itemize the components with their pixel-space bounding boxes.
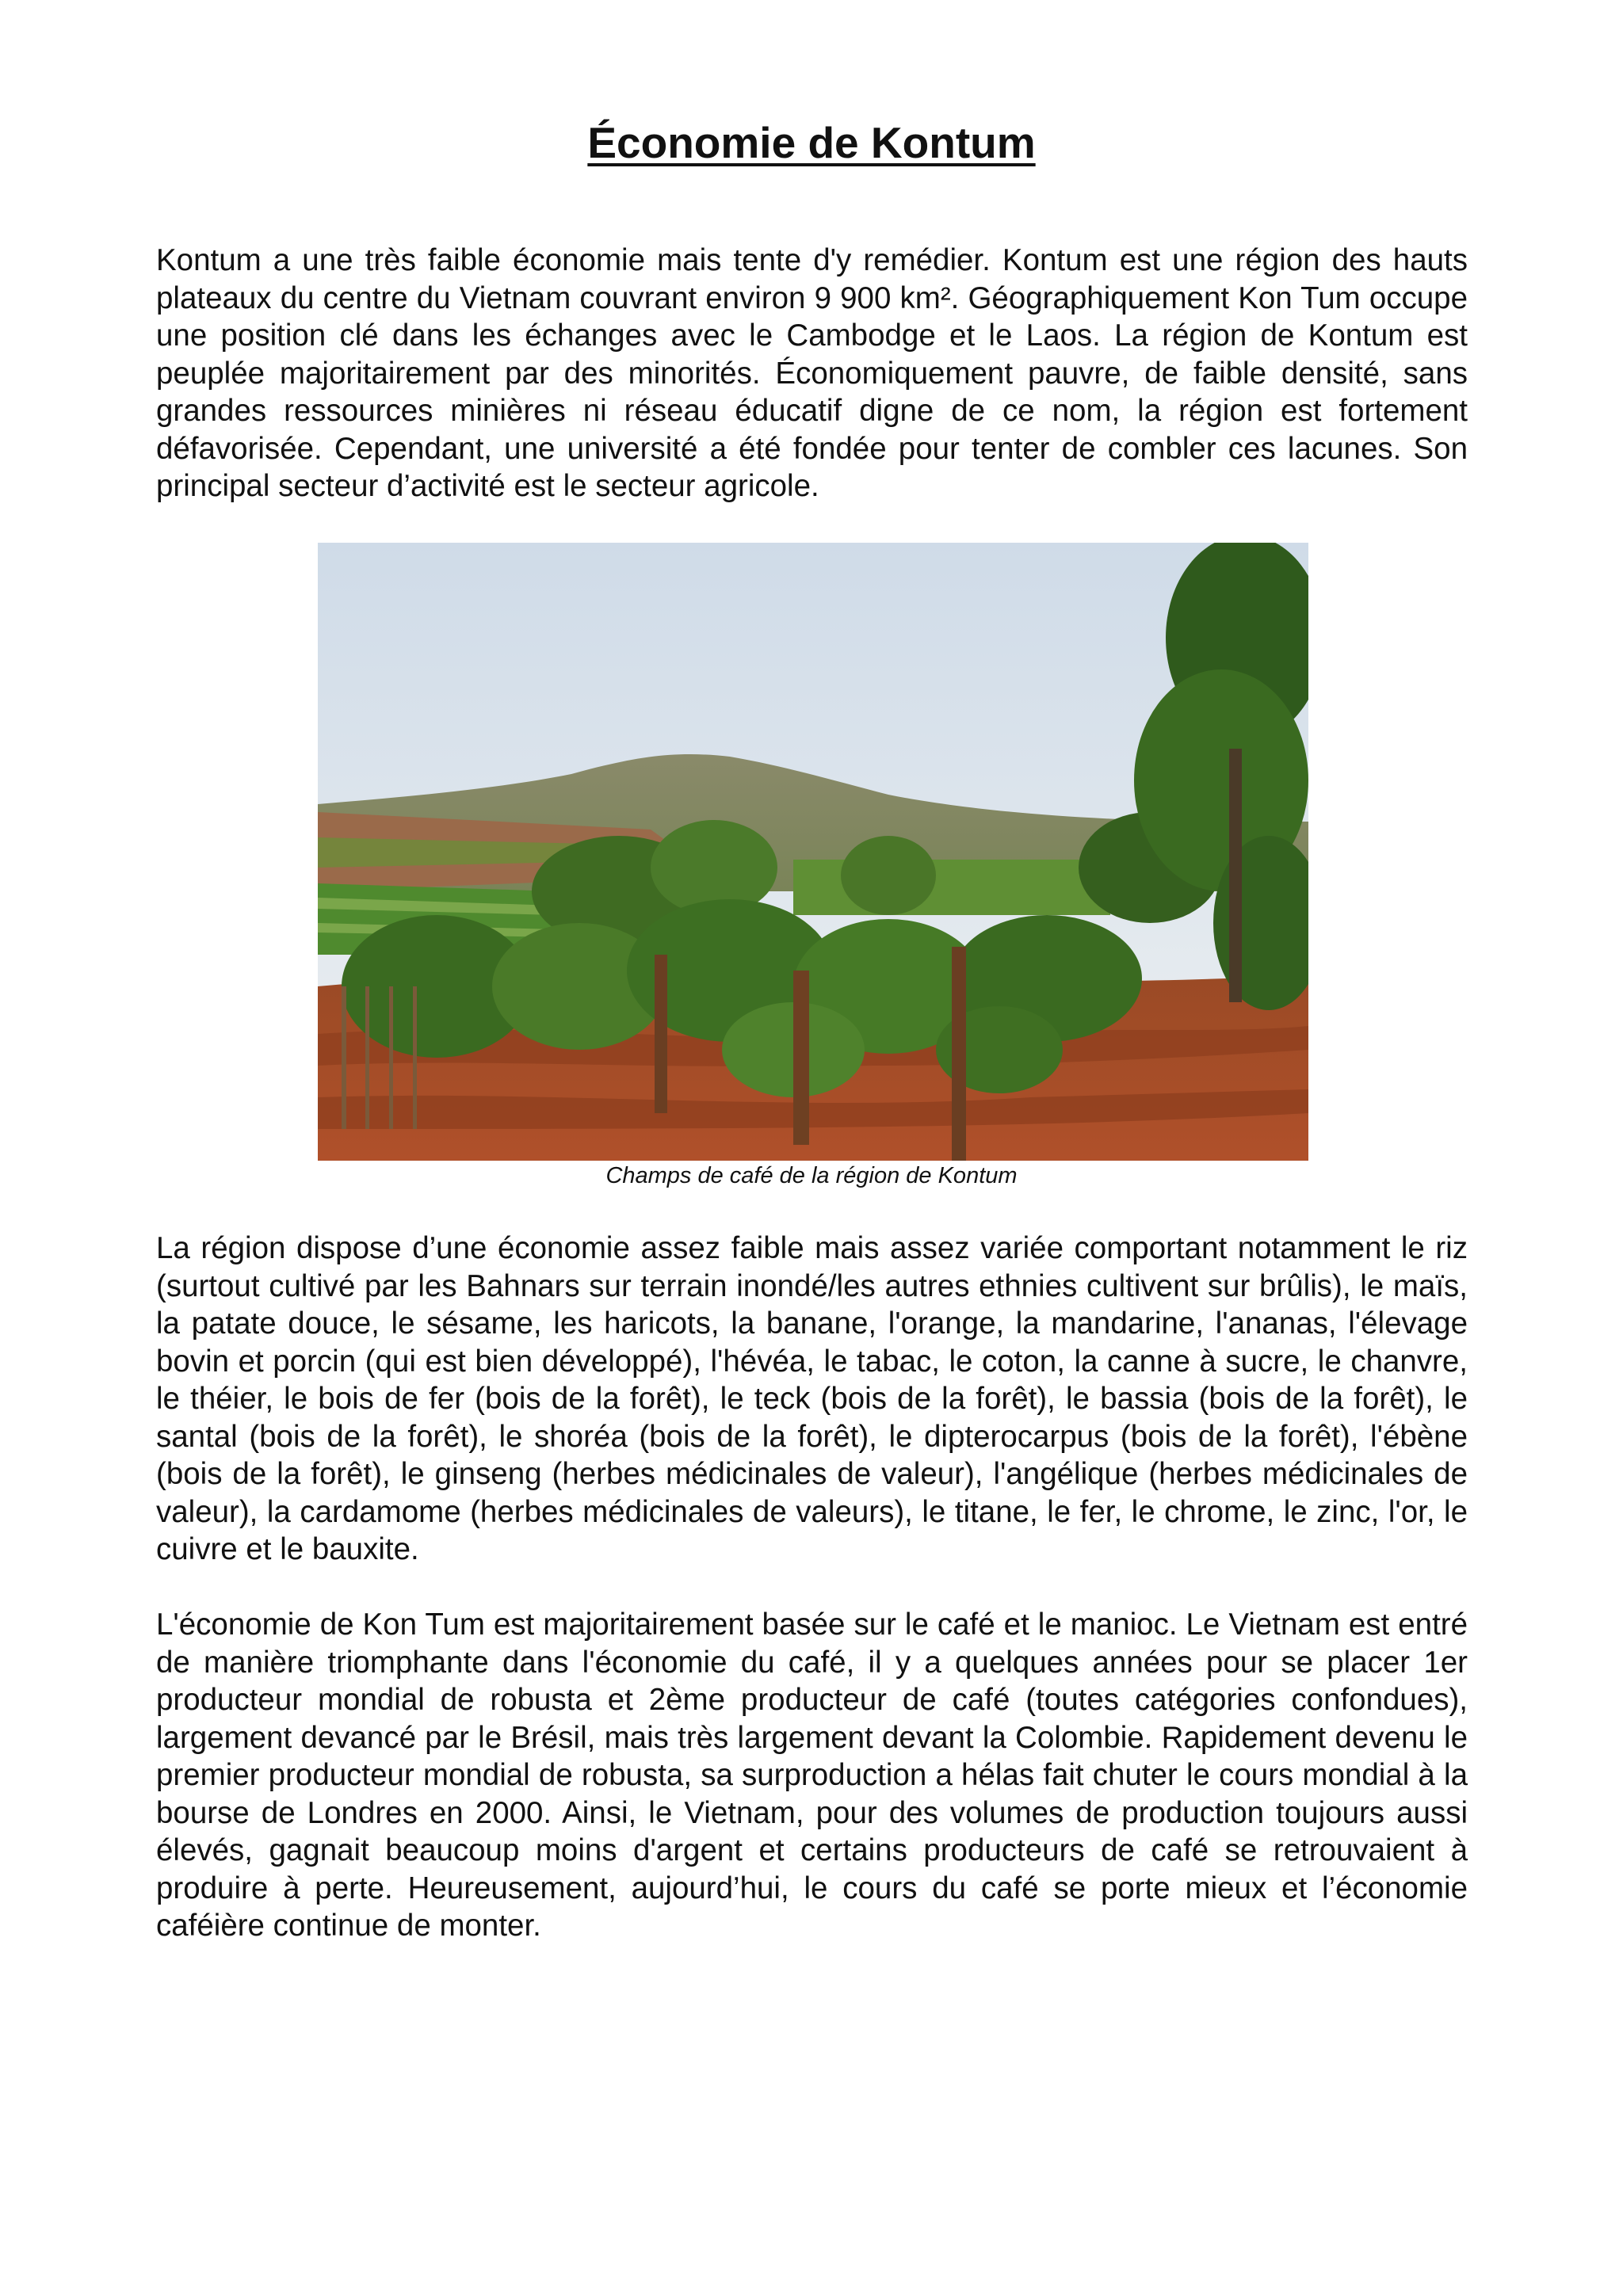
page-title: Économie de Kontum bbox=[587, 118, 1036, 167]
figure-caption: Champs de café de la région de Kontum bbox=[605, 1163, 1018, 1188]
paragraph-products: La région dispose d’une économie assez faible mais assez variée comportant notamment le riz (surtout cultivé par les Bahnars sur terrain inondé/les autres ethnies cultivent sur brûlis), le maïs, la patate douce, le sésame, les haricots, la banane, l'orange, la mandarine, l'ananas, l'élevage bovin et porcin (qui est bien développé), l'hévéa, le tabac, le coton, la canne à sucre, le chanvre, le théier, le bois de fer (bois de la forêt), le teck (bois de la forêt), le bassia (bois de la forêt), le santal (bois de la forêt), le shoréa (bois de la forêt), le dipterocarpus (bois de la forêt), l'ébène (bois de la forêt), le ginseng (herbes médicinales de valeur), l'angélique (herbes médicinales de valeur), la cardamome (herbes médicinales de valeurs), le titane, le fer, le chrome, le zinc, l'or, le cuivre et le bauxite. bbox=[156, 1231, 1468, 1566]
paragraph-intro: Kontum a une très faible économie mais tente d'y remédier. Kontum est une région des hauts plateaux du centre du Vietnam couvrant environ 9 900 km². Géographiquement Kon Tum occupe une position clé dans les échanges avec le Cambodge et le Laos. La région de Kontum est peuplée majoritairement par des minorités. Économiquement pauvre, de faible densité, sans grandes ressources minières ni réseau éducatif digne de ce nom, la région est fortement défavorisée. Cependant, une université a été fondée pour tenter de combler ces lacunes. Son principal secteur d’activité est le secteur agricole. bbox=[156, 243, 1468, 503]
paragraph-coffee: L'économie de Kon Tum est majoritairement basée sur le café et le manioc. Le Vietnam est entré de manière triomphante dans l'économie du café, il y a quelques années pour se placer 1er producteur mondial de robusta et 2ème producteur de café (toutes catégories confondues), largement devancé par le Brésil, mais très largement devant la Colombie. Rapidement devenu le premier producteur mondial de robusta, sa surproduction a hélas fait chuter le cours mondial à la bourse de Londres en 2000. Ainsi, le Vietnam, pour des volumes de production toujours aussi élevés, gagnait beaucoup moins d'argent et certains producteurs de café se retrouvaient à produire à perte. Heureusement, aujourd’hui, le cours du café se porte mieux et l’économie caféière continue de monter. bbox=[156, 1608, 1468, 1943]
coffee-field-photo bbox=[318, 543, 1308, 1161]
